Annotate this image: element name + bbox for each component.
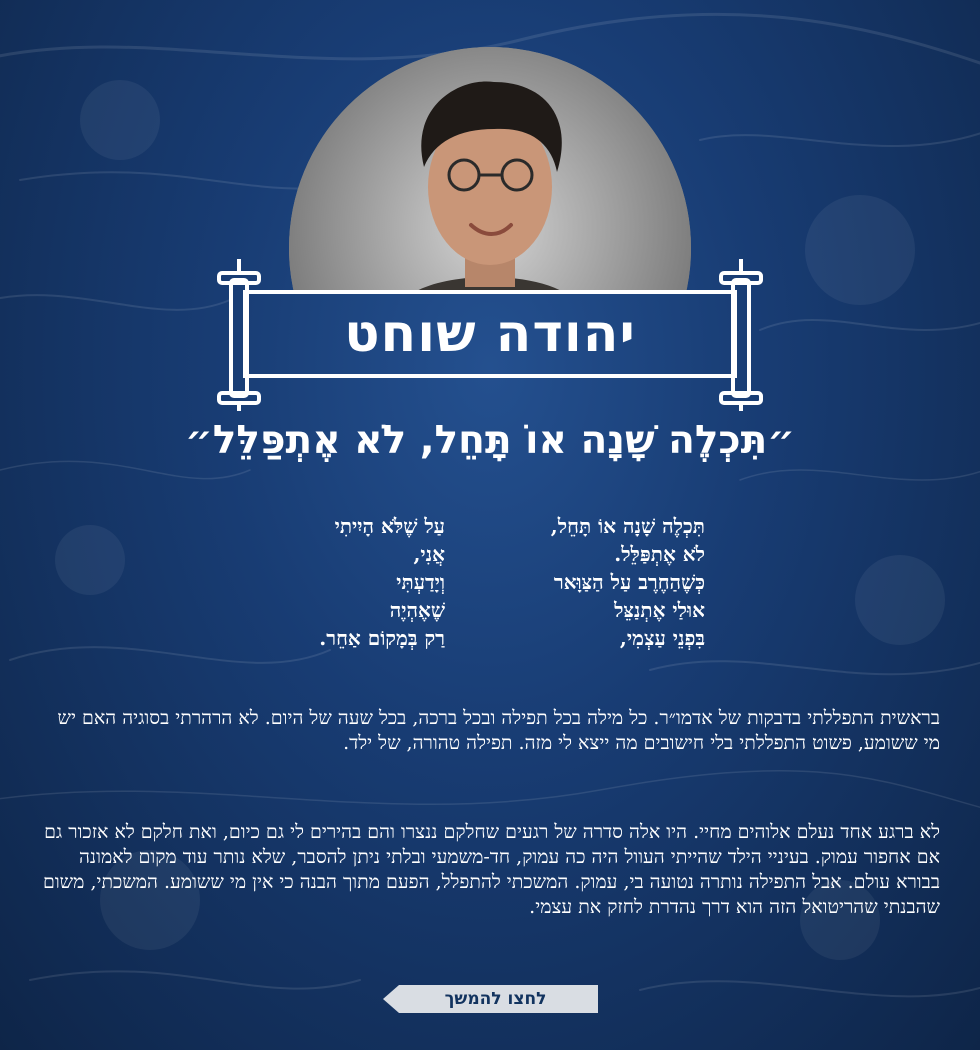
continue-button-label: לחצו להמשך [444,989,547,1009]
author-name: יהודה שוחט [344,304,636,364]
poem-line: שֶׁאֶהְיֶה [389,598,445,622]
poem-line: כְּשֶׁהַחֶרֶב עַל הַצַּוָּאר [553,570,705,594]
body-paragraph: לא ברגע אחד נעלם אלוהים מחיי. היו אלה סדרה של רגעים שחלקם ננצרו והם בהירים לי גם כיום, ואת חלקם לא אזכור גם אם אחפור עמוק. בעיניי הילד שהייתי העוול היה כה עמוק, חד-משמעי ובלתי ניתן להסבר, שלא נותר עוד מקום לאמונה בבורא עולם. אבל התפילה נותרה נטועה בי, עמוק. המשכתי להתפלל, הפעם מתוך הבנה כי אין מי ששומע. המשכתי, משום שהבנתי שהריטואל הזה הוא דרך נהדרת לחזק את עצמי. [42,821,940,918]
body-paragraph: בראשית התפללתי בדבקות של אדמו״ר. כל מילה בכל תפילה ובכל ברכה, בכל שעה של היום. לא הרהרתי בסוגיה האם יש מי ששומע, פשוט התפללתי בלי חישובים מה ייצא לי מזה. תפילה טהורה, של ילד. [57,707,940,754]
poem-title: ״תִּכְלֶה שָׁנָה אוֹ תָּחֵל, לֹא אֶתְפַּלֵּל״ [185,418,795,463]
poem-left-column [245,512,445,652]
poem-line: לֹא אֶתְפַּלֵּל. [614,542,705,566]
poem-line: בִּפְנֵי עַצְמִי, [619,626,705,650]
poem-line: רַק בְּמָקוֹם אַחֵר. [319,626,445,650]
poem-right-column [505,512,705,652]
poem-line: תִּכְלֶה שָׁנָה אוֹ תָּחֵל, [550,514,705,538]
continue-button[interactable] [383,985,598,1013]
poem-line: וְיָדַעְתִּי [396,570,445,594]
poem-line: אוּלַי אֶתְנַצֵּל [614,598,705,622]
poem-line: אֲנִי, [413,542,445,566]
poem-line: עַל שֶׁלֹּא הָיִיתִי [334,514,445,538]
